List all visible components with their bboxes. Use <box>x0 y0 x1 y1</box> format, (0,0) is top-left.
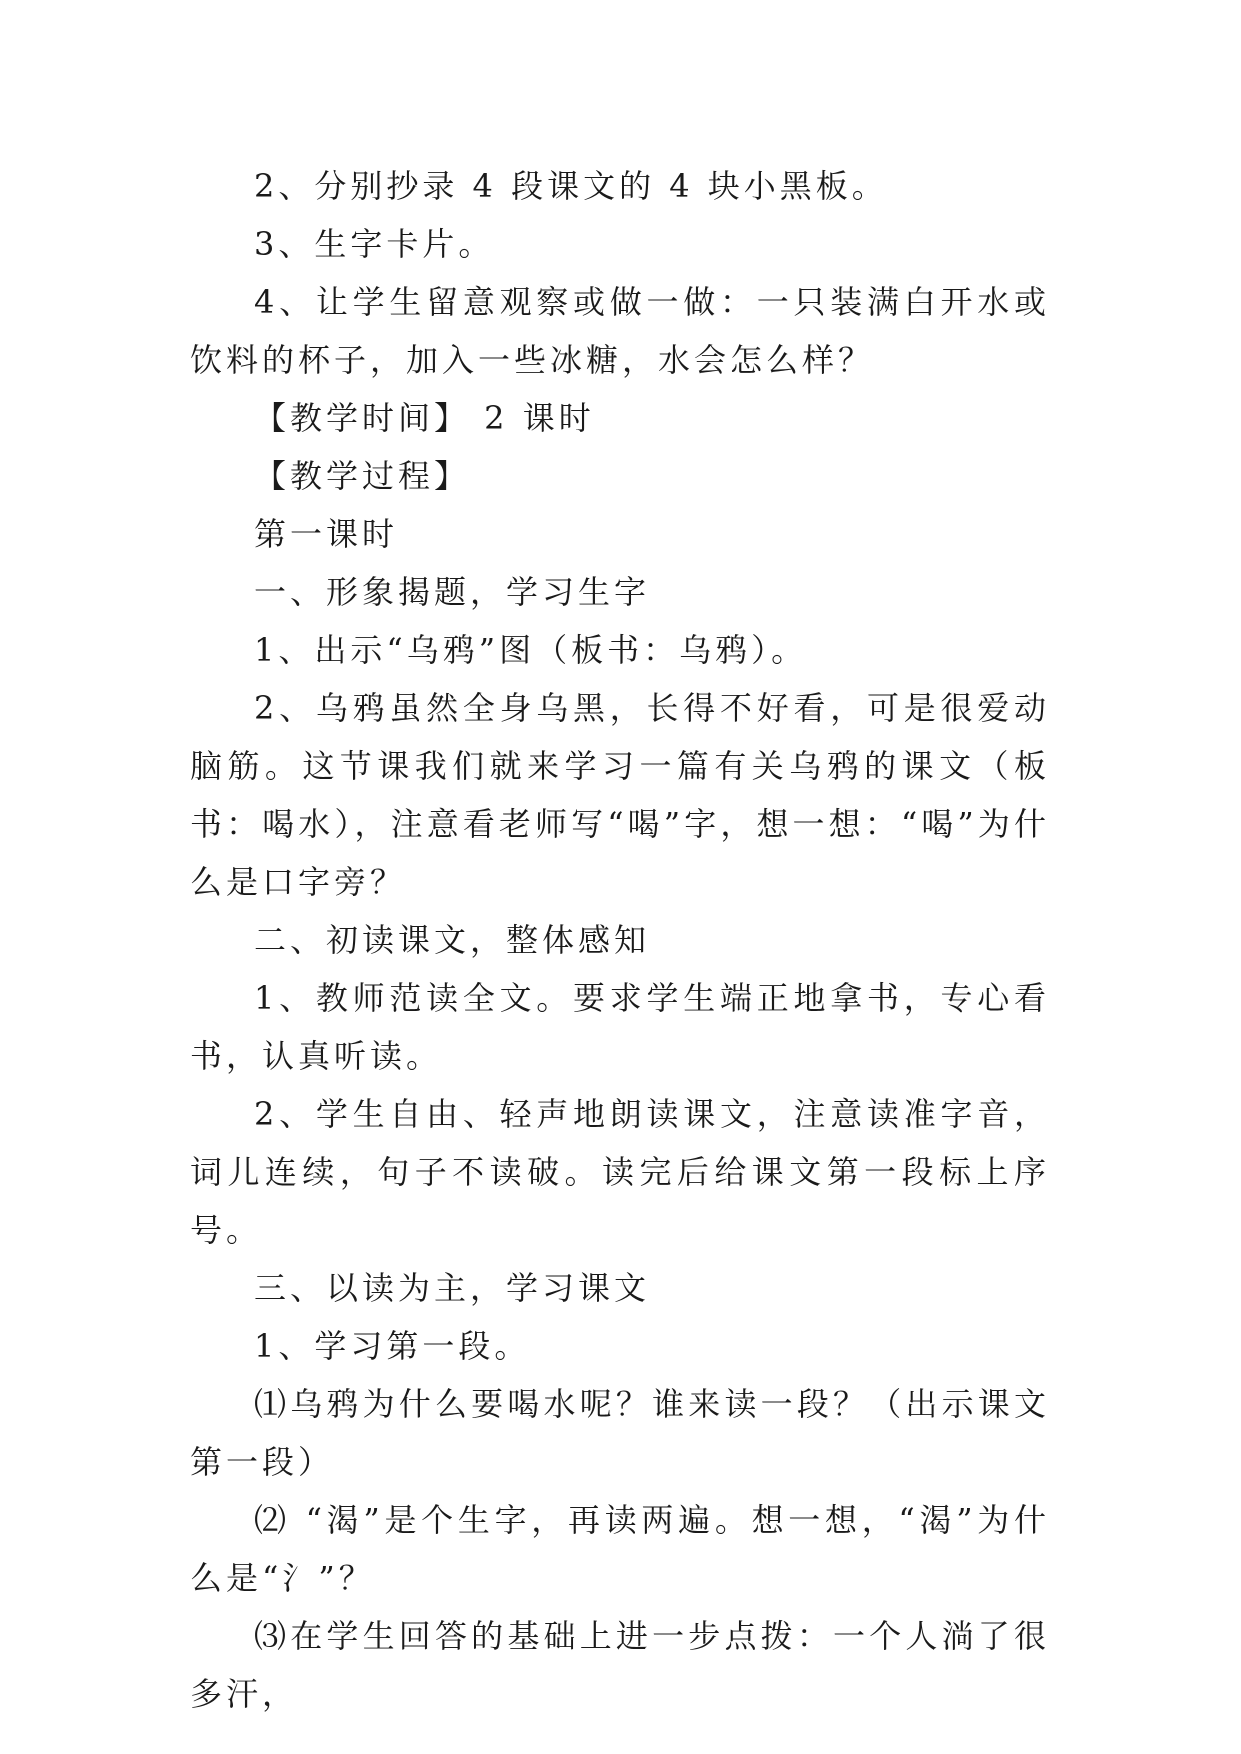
paragraph: ⑵ “渴”是个生字，再读两遍。想一想，“渴”为什么是“氵”？ <box>190 1501 1050 1597</box>
section-heading: 三、以读为主，学习课文 <box>254 1269 651 1307</box>
paragraph: ⑶在学生回答的基础上进一步点拨：一个人淌了很多汗， <box>190 1617 1050 1713</box>
paragraph: 1、学习第一段。 <box>254 1327 531 1365</box>
paragraph: 3、生字卡片。 <box>254 225 495 263</box>
paragraph: 1、教师范读全文。要求学生端正地拿书，专心看书，认真听读。 <box>190 979 1050 1075</box>
paragraph: ⑴乌鸦为什么要喝水呢？谁来读一段？（出示课文第一段） <box>190 1385 1050 1481</box>
paragraph: 2、分别抄录 4 段课文的 4 块小黑板。 <box>254 167 888 205</box>
section-heading: 第一课时 <box>254 515 399 553</box>
section-heading: 一、形象揭题，学习生字 <box>254 573 651 611</box>
paragraph: 2、学生自由、轻声地朗读课文，注意读准字音，词儿连续，句子不读破。读完后给课文第一段标上序号。 <box>190 1095 1050 1249</box>
document-body <box>190 157 1050 1723</box>
paragraph: 1、出示“乌鸦”图（板书：乌鸦）。 <box>254 631 808 669</box>
section-heading: 二、初读课文，整体感知 <box>254 921 651 959</box>
section-heading: 【教学时间】 2 课时 <box>254 399 595 437</box>
section-heading: 【教学过程】 <box>254 457 471 495</box>
paragraph: 2、乌鸦虽然全身乌黑，长得不好看，可是很爱动脑筋。这节课我们就来学习一篇有关乌鸦的课文（板书：喝水），注意看老师写“喝”字，想一想：“喝”为什么是口字旁？ <box>190 689 1050 901</box>
paragraph: 4、让学生留意观察或做一做：一只装满白开水或饮料的杯子，加入一些冰糖，水会怎么样？ <box>190 283 1050 379</box>
